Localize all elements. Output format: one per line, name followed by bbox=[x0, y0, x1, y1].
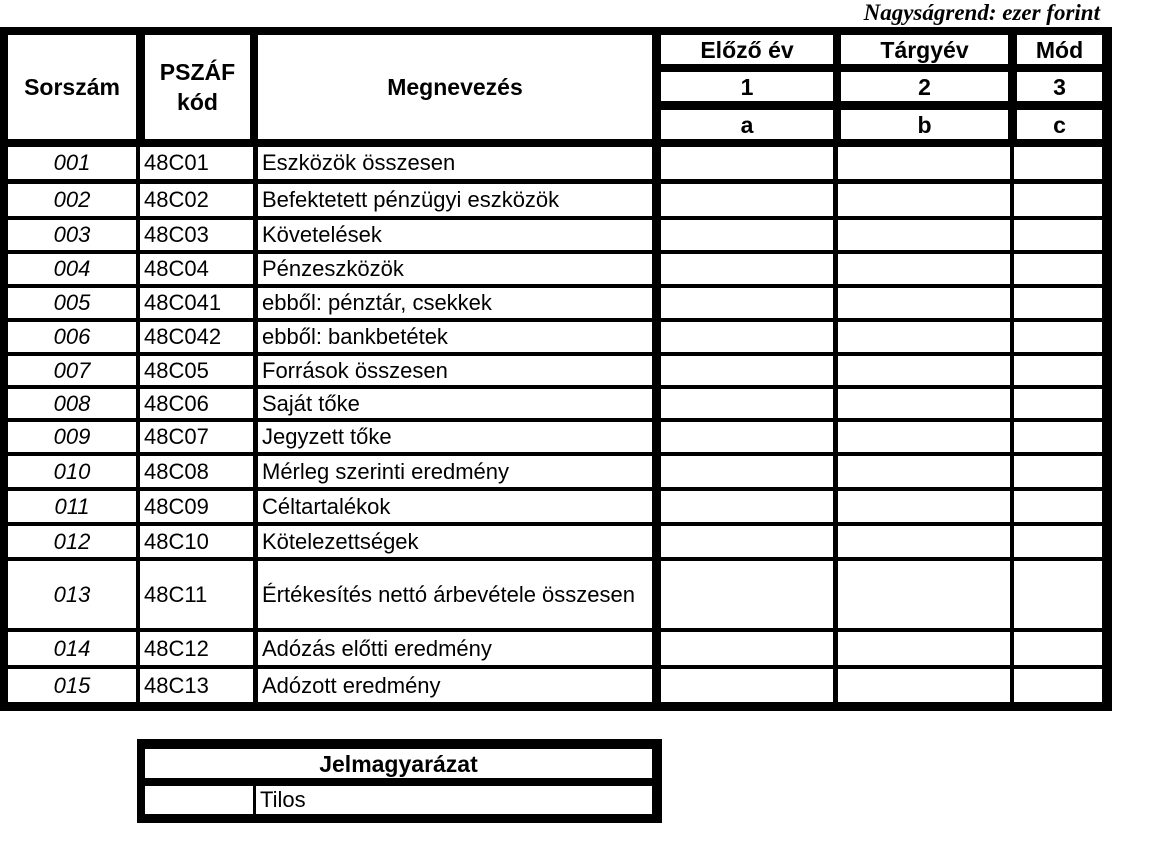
legend-title: Jelmagyarázat bbox=[145, 749, 652, 778]
header-pszaf-line2: kód bbox=[177, 89, 218, 115]
row-value-b[interactable] bbox=[838, 220, 1010, 250]
row-sorszam: 011 bbox=[8, 491, 136, 522]
row-name: Pénzeszközök bbox=[258, 254, 652, 284]
header-col-c-number: 3 bbox=[1017, 72, 1102, 101]
row-value-b[interactable] bbox=[838, 491, 1010, 522]
row-code: 48C042 bbox=[140, 322, 253, 352]
row-name: Befektetett pénzügyi eszközök bbox=[258, 184, 652, 216]
row-value-b[interactable] bbox=[838, 389, 1010, 418]
row-code: 48C12 bbox=[140, 632, 253, 665]
row-name: Kötelezettségek bbox=[258, 526, 652, 557]
row-value-a[interactable] bbox=[661, 526, 833, 557]
row-sorszam: 013 bbox=[8, 561, 136, 628]
row-code: 48C05 bbox=[140, 356, 253, 385]
row-value-b[interactable] bbox=[838, 669, 1010, 702]
row-code: 48C04 bbox=[140, 254, 253, 284]
row-value-b[interactable] bbox=[838, 322, 1010, 352]
row-name: Céltartalékok bbox=[258, 491, 652, 522]
row-value-b[interactable] bbox=[838, 526, 1010, 557]
row-value-a[interactable] bbox=[661, 422, 833, 452]
row-value-b[interactable] bbox=[838, 184, 1010, 216]
row-value-a[interactable] bbox=[661, 356, 833, 385]
row-sorszam: 015 bbox=[8, 669, 136, 702]
row-value-a[interactable] bbox=[661, 389, 833, 418]
row-sorszam: 002 bbox=[8, 184, 136, 216]
row-value-c[interactable] bbox=[1014, 422, 1102, 452]
row-value-c[interactable] bbox=[1014, 389, 1102, 418]
row-code: 48C10 bbox=[140, 526, 253, 557]
row-value-c[interactable] bbox=[1014, 526, 1102, 557]
header-col-a-letter: a bbox=[661, 110, 833, 139]
row-code: 48C08 bbox=[140, 456, 253, 487]
header-col-b-title: Tárgyév bbox=[841, 35, 1008, 64]
legend-item-label: Tilos bbox=[256, 786, 652, 814]
header-megnevezes: Megnevezés bbox=[258, 35, 652, 139]
row-sorszam: 008 bbox=[8, 389, 136, 418]
header-col-c-title: Mód bbox=[1017, 35, 1102, 64]
row-value-c[interactable] bbox=[1014, 184, 1102, 216]
row-value-a[interactable] bbox=[661, 456, 833, 487]
row-code: 48C02 bbox=[140, 184, 253, 216]
legend-box bbox=[137, 739, 662, 823]
row-value-a[interactable] bbox=[661, 254, 833, 284]
row-sorszam: 009 bbox=[8, 422, 136, 452]
row-sorszam: 005 bbox=[8, 288, 136, 318]
row-sorszam: 014 bbox=[8, 632, 136, 665]
row-name: Értékesítés nettó árbevétele összesen bbox=[258, 561, 652, 628]
row-value-c[interactable] bbox=[1014, 491, 1102, 522]
row-value-c[interactable] bbox=[1014, 456, 1102, 487]
row-name: Saját tőke bbox=[258, 389, 652, 418]
row-sorszam: 004 bbox=[8, 254, 136, 284]
header-pszaf-line1: PSZÁF bbox=[159, 59, 236, 85]
header-col-c-letter: c bbox=[1017, 110, 1102, 139]
unit-label: Nagyságrend: ezer forint bbox=[863, 0, 1100, 25]
row-value-b[interactable] bbox=[838, 632, 1010, 665]
header-col-b-number: 2 bbox=[841, 72, 1008, 101]
row-code: 48C041 bbox=[140, 288, 253, 318]
header-col-b-letter: b bbox=[841, 110, 1008, 139]
row-value-a[interactable] bbox=[661, 669, 833, 702]
row-value-b[interactable] bbox=[838, 356, 1010, 385]
row-name: Mérleg szerinti eredmény bbox=[258, 456, 652, 487]
header-col-a-number: 1 bbox=[661, 72, 833, 101]
row-code: 48C01 bbox=[140, 147, 253, 179]
row-name: Jegyzett tőke bbox=[258, 422, 652, 452]
row-code: 48C03 bbox=[140, 220, 253, 250]
row-value-c[interactable] bbox=[1014, 288, 1102, 318]
row-sorszam: 007 bbox=[8, 356, 136, 385]
header-pszaf-kod bbox=[145, 35, 250, 139]
row-value-a[interactable] bbox=[661, 220, 833, 250]
legend-swatch bbox=[145, 786, 253, 814]
row-value-a[interactable] bbox=[661, 561, 833, 628]
row-value-a[interactable] bbox=[661, 288, 833, 318]
row-value-a[interactable] bbox=[661, 147, 833, 179]
row-value-a[interactable] bbox=[661, 322, 833, 352]
row-sorszam: 006 bbox=[8, 322, 136, 352]
header-col-a-title: Előző év bbox=[661, 35, 833, 64]
row-value-b[interactable] bbox=[838, 288, 1010, 318]
row-code: 48C09 bbox=[140, 491, 253, 522]
row-name: Eszközök összesen bbox=[258, 147, 652, 179]
row-code: 48C11 bbox=[140, 561, 253, 628]
row-value-c[interactable] bbox=[1014, 561, 1102, 628]
row-code: 48C13 bbox=[140, 669, 253, 702]
row-value-a[interactable] bbox=[661, 491, 833, 522]
row-value-a[interactable] bbox=[661, 184, 833, 216]
row-sorszam: 012 bbox=[8, 526, 136, 557]
row-sorszam: 003 bbox=[8, 220, 136, 250]
row-name: ebből: pénztár, csekkek bbox=[258, 288, 652, 318]
row-sorszam: 001 bbox=[8, 147, 136, 179]
row-value-c[interactable] bbox=[1014, 220, 1102, 250]
row-value-c[interactable] bbox=[1014, 254, 1102, 284]
row-name: Követelések bbox=[258, 220, 652, 250]
row-name: Források összesen bbox=[258, 356, 652, 385]
row-code: 48C07 bbox=[140, 422, 253, 452]
row-sorszam: 010 bbox=[8, 456, 136, 487]
header-sorszam: Sorszám bbox=[8, 35, 136, 139]
row-name: ebből: bankbetétek bbox=[258, 322, 652, 352]
row-name: Adózott eredmény bbox=[258, 669, 652, 702]
row-code: 48C06 bbox=[140, 389, 253, 418]
row-value-a[interactable] bbox=[661, 632, 833, 665]
row-value-c[interactable] bbox=[1014, 322, 1102, 352]
row-value-c[interactable] bbox=[1014, 147, 1102, 179]
row-value-b[interactable] bbox=[838, 147, 1010, 179]
row-value-b[interactable] bbox=[838, 254, 1010, 284]
report-table bbox=[0, 27, 1112, 711]
row-value-b[interactable] bbox=[838, 422, 1010, 452]
row-value-c[interactable] bbox=[1014, 356, 1102, 385]
row-value-b[interactable] bbox=[838, 456, 1010, 487]
row-value-c[interactable] bbox=[1014, 669, 1102, 702]
row-name: Adózás előtti eredmény bbox=[258, 632, 652, 665]
row-value-c[interactable] bbox=[1014, 632, 1102, 665]
row-value-b[interactable] bbox=[838, 561, 1010, 628]
